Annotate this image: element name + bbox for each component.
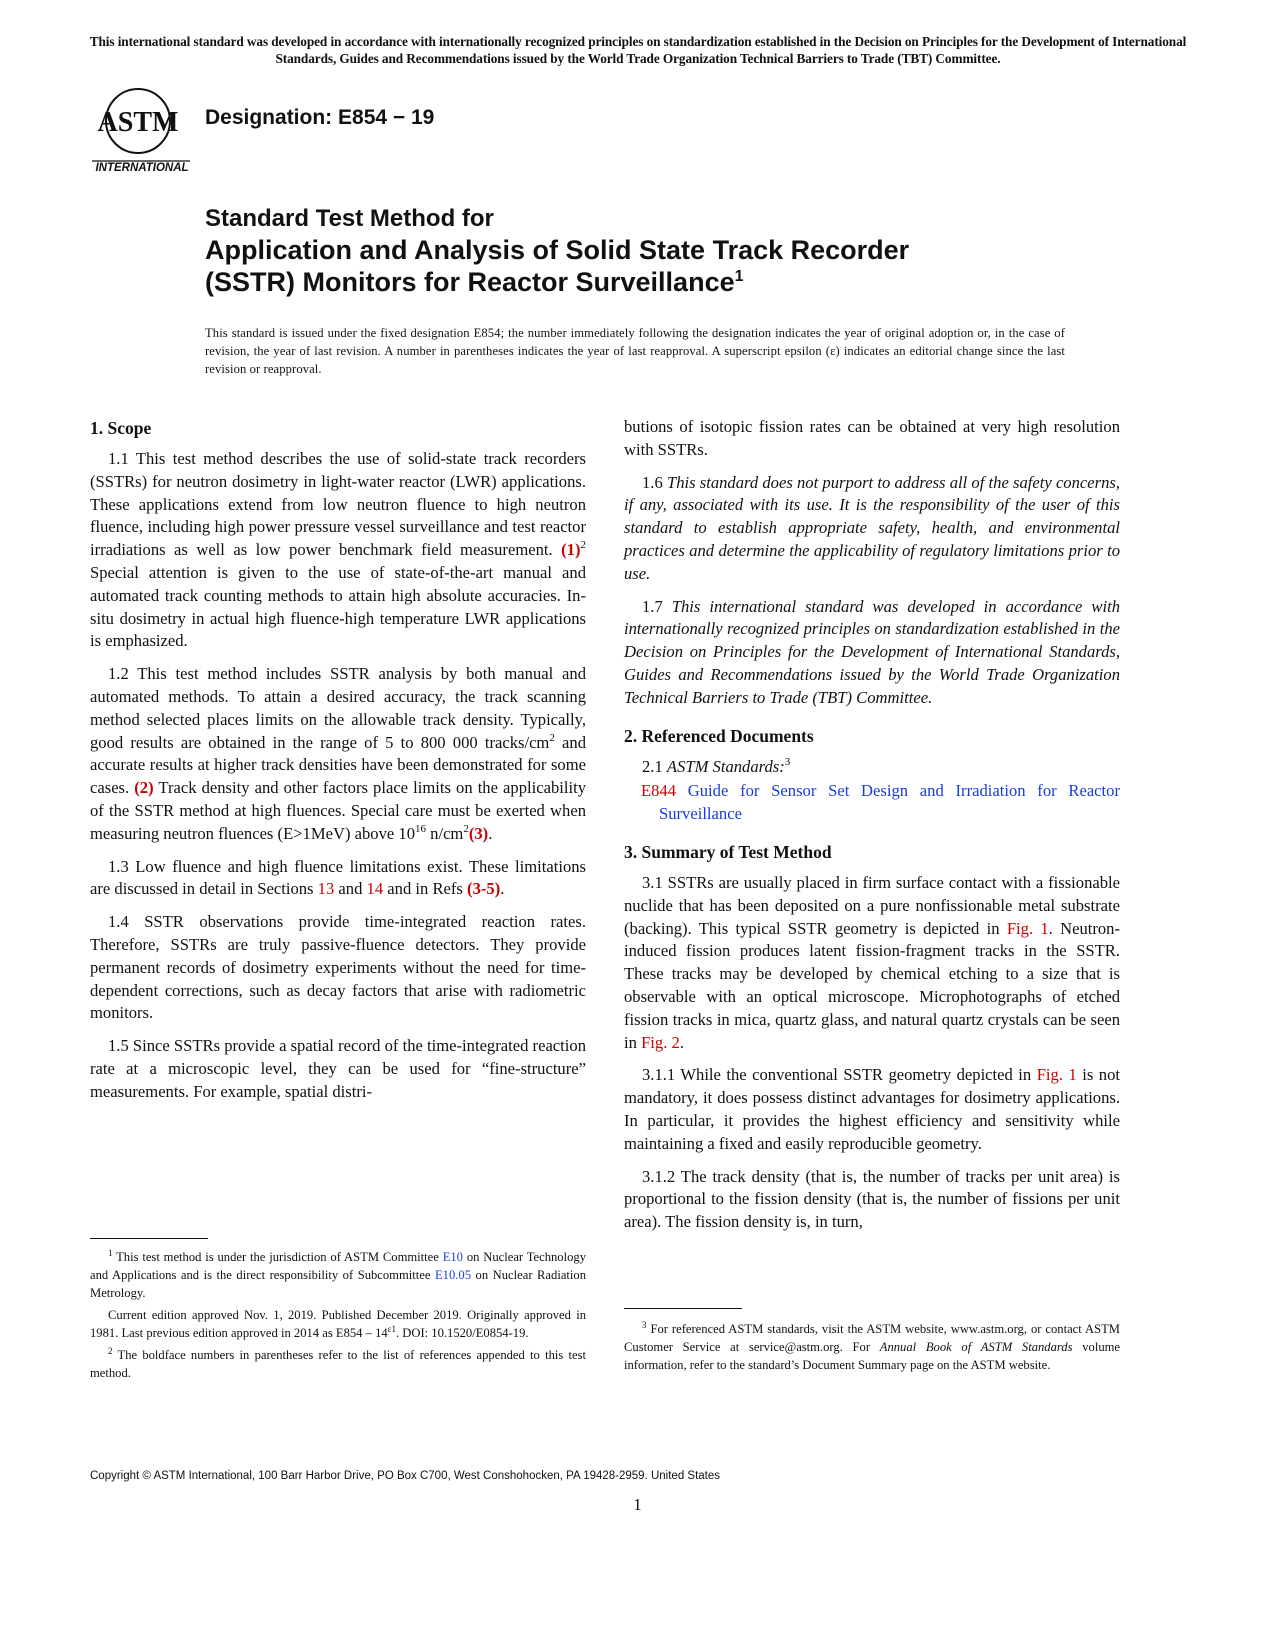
title-line3: (SSTR) Monitors for Reactor Surveillance$^1$ bbox=[205, 267, 744, 297]
para-1-5-continued: butions of isotopic fission rates can be obtained at very high resolution with SSTRs. bbox=[624, 417, 1120, 459]
page-number: 1 bbox=[633, 1495, 642, 1514]
title-block bbox=[205, 204, 1105, 298]
right-column bbox=[624, 416, 1120, 1244]
title-line1: Standard Test Method for bbox=[205, 205, 494, 232]
e844-title-link[interactable]: Guide for Sensor Set Design and Irradiation for Reactor Surveillance bbox=[659, 781, 1120, 824]
para-1-4: 1.4 SSTR observations provide time-integrated reaction rates. Therefore, SSTRs are truly passive-fluence detectors. They provide permanent records of dosimetry experiments without the need for time-dependent corrections, such as decay factors that arise with radiometric monitors. bbox=[90, 912, 586, 1023]
ref-link-3[interactable]: (3) bbox=[468, 823, 489, 843]
e10-link[interactable]: E10 bbox=[442, 1250, 463, 1264]
para-3-1: 3.1 SSTRs are usually placed in firm surface contact with a fissionable nuclide that has been deposited on a pure nonfissionable metal substrate (backing). This typical SSTR geometry is depicted in Fig. 1. Neutron-induced fission produces latent fission-fragment tracks in the SSTR. These tracks may be developed by chemical etching to a size that is observable with an optical microscope. Microphotographs of etched fission tracks in mica, quartz glass, and natural quartz crystals can be seen in Fig. 2. bbox=[624, 872, 1120, 1052]
ref-link-3-5[interactable]: (3-5) bbox=[467, 879, 501, 899]
para-1-2: 1.2 This test method includes SSTR analysis by both manual and automated methods. To attain a desired accuracy, the track scanning method selected places limits on the allowable track density. Typically, good results are obtained in the range of 5 to 800 000 tracks/$cm^2$ and accurate results at higher track densities have been demonstrated for some cases. (2) Track density and other factors place limits on the applicability of the SSTR method at high fluences. Special care must be exerted when measuring neutron fluences (E>1MeV) above $10^{16}$ $n/cm^2(3)$. bbox=[90, 664, 587, 843]
e844-reference[interactable] bbox=[624, 780, 1120, 826]
para-1-1: 1.1 This test method describes the use of solid-state track recorders (SSTRs) for neutron dosimetry in light-water reactor (LWR) applications. These applications extend from low neutron fluence to high neutron fluence, including high power pressure vessel surveillance and test reactor irradiations as well as low power benchmark field measurement. $(1)^2$ Special attention is given to the use of state-of-the-art manual and automated track counting methods to attain high absolute accuracies. In-situ dosimetry in actual high fluence-high temperature LWR applications is emphasized. bbox=[90, 449, 586, 651]
astm-international-logo-icon bbox=[90, 85, 194, 175]
title-footnote-mark: 1 bbox=[734, 268, 744, 285]
para-1-5: 1.5 Since SSTRs provide a spatial record of the time-integrated reaction rate at a microscopic level, they can be used for “fine-structure” measurements. For example, spatial distri- bbox=[90, 1036, 586, 1101]
fig-1-link-2[interactable]: Fig. 1 bbox=[1036, 1065, 1077, 1085]
copyright: Copyright © ASTM International, 100 Barr Harbor Drive, PO Box C700, West Conshohocken, PA 19428-2959. United States bbox=[90, 1470, 721, 1482]
title-line2: Application and Analysis of Solid State Track Recorder bbox=[205, 235, 910, 265]
fig-2-link[interactable]: Fig. 2 bbox=[641, 1032, 680, 1052]
para-1-6: 1.6 This standard does not purport to address all of the safety concerns, if any, associated with its use. It is the responsibility of the user of this standard to establish appropriate safety, health, and environmental practices and determine the applicability of regulatory limitations prior to use. bbox=[624, 472, 1120, 583]
footnote-edition: Current edition approved Nov. 1, 2019. Published December 2019. Originally approved in 1981. Last previous edition approved in 2014 as $E854 - 14^{\varepsilon 1}$. DOI: 10.1520/E0854-19. bbox=[90, 1308, 586, 1340]
footnotes-left bbox=[90, 1248, 586, 1386]
ref-link-1[interactable]: (1) bbox=[561, 540, 581, 560]
para-3-1-1: 3.1.1 While the conventional SSTR geometry depicted in Fig. 1 is not mandatory, it does possess distinct advantages for dosimetry applications. In particular, it provides the highest efficiency and sensitivity while maintaining a fixed and easily reproducible geometry. bbox=[624, 1065, 1121, 1153]
footnote-1: $^1$ This test method is under the jurisdiction of ASTM Committee E10 on Nuclear Technology and Applications and is the direct responsibility of Subcommittee E10.05 on Nuclear Radiation Metrology. bbox=[90, 1248, 587, 1300]
issuance-note: This standard is issued under the fixed designation E854; the number immediately following the designation indicates the year of original adoption or, in the case of revision, the year of last revision. A number in parentheses indicates the year of last reapproval. A superscript epsilon (ε) indicates an editorial change since the last revision or reapproval. bbox=[205, 326, 1065, 376]
scope-heading: 1. Scope bbox=[90, 418, 152, 438]
logo-text: INTERNATIONAL bbox=[95, 162, 189, 174]
footnote-2: $^2$ The boldface numbers in parentheses refer to the list of references appended to this test method. bbox=[90, 1346, 586, 1380]
designation: Designation: E854 − 19 bbox=[205, 106, 435, 129]
summary-heading: 3. Summary of Test Method bbox=[624, 841, 832, 862]
e844-code-link[interactable]: E844 bbox=[641, 781, 677, 801]
section-link-14[interactable]: 14 bbox=[366, 879, 384, 899]
para-3-1-2: 3.1.2 The track density (that is, the number of tracks per unit area) is proportional to the fission density (that is, the number of fissions per unit area). The fission density is, in turn, bbox=[624, 1166, 1120, 1232]
footnotes-right bbox=[624, 1320, 1120, 1378]
ref-link-2[interactable]: (2) bbox=[134, 778, 154, 798]
footnote-rule-left bbox=[90, 1238, 208, 1239]
para-1-3: 1.3 Low fluence and high fluence limitations exist. These limitations are discussed in detail in Sections 13 and 14 and in Refs (3-5). bbox=[90, 856, 586, 899]
para-1-7: 1.7 This international standard was developed in accordance with internationally recognized principles on standardization established in the Decision on Principles for the Development of International Standards, Guides and Recommendations issued by the World Trade Organization Technical Barriers to Trade (TBT) Committee. bbox=[624, 596, 1120, 707]
footnote-3: $^3$ For referenced ASTM standards, visit the ASTM website, www.astm.org, or contact ASTM Customer Service at service@astm.org. For Annual Book of ASTM Standards volume information, refer to the standard’s Document Summary page on the ASTM website. bbox=[624, 1320, 1121, 1372]
section-link-13[interactable]: 13 bbox=[317, 879, 335, 899]
fig-1-link[interactable]: Fig. 1 bbox=[1006, 918, 1049, 938]
referenced-documents-heading: 2. Referenced Documents bbox=[624, 725, 814, 746]
para-2-1: 2.1 ASTM Standards:$^3$ bbox=[642, 755, 791, 776]
e10-05-link[interactable]: E10.05 bbox=[434, 1268, 472, 1282]
footnote-rule-right bbox=[624, 1308, 742, 1309]
top-notice: This international standard was developed in accordance with internationally recognized principles on standardization established in the Decision on Principles for the Development of International Standards, Guides and Recommendations issued by the World Trade Organization Technical Barriers to Trade (TBT) Committee. bbox=[89, 34, 1187, 66]
logo-letters: ASTM bbox=[97, 107, 179, 138]
left-column bbox=[90, 416, 586, 1114]
